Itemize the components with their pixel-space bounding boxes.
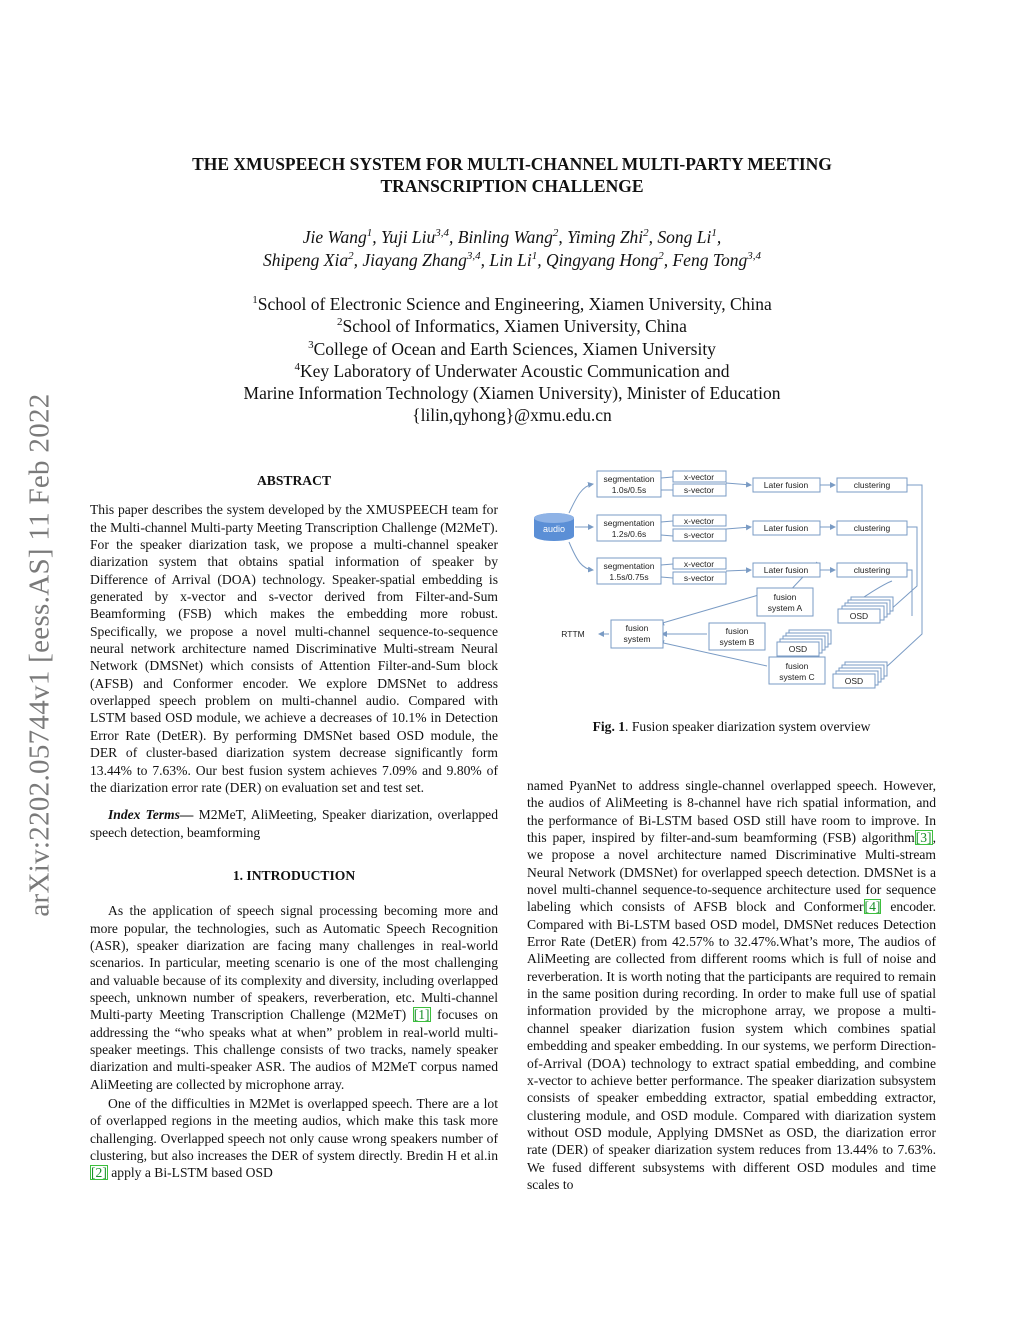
svg-text:clustering: clustering <box>853 480 891 490</box>
svg-text:system C: system C <box>779 672 815 682</box>
svg-text:Later fusion: Later fusion <box>763 480 809 490</box>
intro-paragraph-1: As the application of speech signal processing becoming more and more popular, the technologies, such as Automatic Speech Recognition (ASR), speaker diarization are facing many challenges in real-world scenarios. In particular, meeting scenario is one of the most challenging and valuable because of its complexity and diversity, including overlapped speech, unknown number of speakers, reverberation, etc. Multi-channel Multi-party Meeting Transcription Challenge (M2MeT) [1] focuses on addressing the “who speaks what at when” problem in real-world multi-speaker meetings. This challenge consists of two tracks, namely speaker diarization and multi-speaker ASR. The audios of M2MeT corpus named AliMeeting are collected by microphone array. <box>90 903 498 1092</box>
svg-text:segmentation: segmentation <box>603 561 655 571</box>
author-affiliation-sup: 3,4 <box>747 250 761 263</box>
author-list: Jie Wang$^1$, Yuji Liu$^{3,4}$, Binling Wang$^2$, Yiming Zhi$^2$, Song Li$^1$, Shipeng Xia$^2$, Jiayang Zhang$^{3,4}$, Lin Li$^1$, Qingyang Hong$^2$, Feng Tong$^{3,4}$ <box>263 227 761 270</box>
citation-link[interactable]: [2] <box>91 1165 107 1181</box>
author-affiliation-sup: 2 <box>552 227 559 240</box>
figure-1-diagram <box>527 466 936 706</box>
abstract-heading: ABSTRACT <box>256 473 332 488</box>
intro-paragraph-3: named PyanNet to address single-channel overlapped speech. However, the audios of AliMeeting is 8-channel have rich spatial information, and the performance of Bi-LSTM based OSD still have room to improve. In this paper, inspired by filter-and-sum beamforming (FSB) algorithm[3], we propose a novel architecture named Discriminative Multi-stream Neural Network (DMSNet) for overlapped speech detection. DMSNet is a novel multi-channel sequence-to-sequence architecture used for sequence labeling which consists of AFSB block and Conformer[4] encoder. Compared with Bi-LSTM based OSD model, DMSNet reduces Detection Error Rate (DetER) from 42.57% to 32.47%.What’s more, The audios of AliMeeting are collected from different rooms which is full of noise and reverberation. It is worth noting that the participants are required to remain in the same position during recording. In order to make full use of spatial information provided by the microphone array, we propose a multi-channel speaker diarization fusion system which combines spatial embedding and speaker embedding. In our systems, we perform Direction-of-Arrival (DOA) technology to extract spatial embedding, and combine x-vector to achieve better performance. The speaker diarization subsystem consists of speaker embedding extractor, spatial embedding extractor, clustering module, and OSD module. Compared with diarization system without OSD module, Applying DMSNet as OSD, the diarization error rate (DER) of speaker diarization system reduces from 13.44% to 7.63%. We fused different subsystems with different OSD modules and time scales to <box>527 778 936 1192</box>
svg-text:fusion: fusion <box>625 623 649 633</box>
author-affiliation-sup: 2 <box>348 250 354 263</box>
author-name: Song Li <box>657 227 712 247</box>
author-name: Lin Li <box>489 250 532 270</box>
intro-paragraph-2: One of the difficulties in M2Met is overlapped speech. There are a lot of overlapped regions in the meeting audios, which make this task more challenging. Overlapped speech not only cause wrong speakers number of clustering, but also increases the DER of system directly. Bredin H et al.in [2] apply a Bi-LSTM based OSD <box>90 1096 498 1181</box>
svg-text:OSD: OSD <box>788 644 808 654</box>
svg-text:segmentation: segmentation <box>603 474 655 484</box>
author-name: Qingyang Hong <box>545 250 659 270</box>
svg-text:segmentation: segmentation <box>603 518 655 528</box>
svg-text:x-vector: x-vector <box>683 559 715 569</box>
affiliation-line: $^2$School of Informatics, Xiamen University, China <box>337 316 687 337</box>
svg-text:x-vector: x-vector <box>683 516 715 526</box>
fusion-system-diagram <box>527 466 936 706</box>
affiliation-line: $^3$College of Ocean and Earth Sciences, Xiamen University <box>308 338 716 359</box>
affiliation-line: {lilin,qyhong}@xmu.edu.cn <box>412 405 612 426</box>
svg-text:OSD: OSD <box>849 611 869 621</box>
abstract-section <box>90 472 498 1182</box>
affiliation-line: Marine Information Technology (Xiamen University), Minister of Education <box>243 383 781 404</box>
intro-continued <box>527 777 936 1193</box>
intro-heading: 1. INTRODUCTION <box>232 867 356 883</box>
paper-title: THE XMUSPEECH SYSTEM FOR MULTI-CHANNEL MULTI-PARTY MEETING TRANSCRIPTION CHALLENGE <box>192 154 832 196</box>
svg-text:s-vector: s-vector <box>683 485 715 495</box>
arxiv-identifier: arXiv:2202.05744v1 [eess.AS] 11 Feb 2022 <box>23 393 56 917</box>
author-name: Shipeng Xia <box>263 250 349 270</box>
author-affiliation-sup: 2 <box>658 250 664 263</box>
author-name: Yuji Liu <box>380 227 436 247</box>
author-name: Jie Wang <box>302 227 367 247</box>
svg-text:fusion: fusion <box>725 626 749 636</box>
svg-text:1.2s/0.6s: 1.2s/0.6s <box>611 529 647 539</box>
svg-text:1.0s/0.5s: 1.0s/0.5s <box>611 485 647 495</box>
author-affiliation-sup: 1 <box>366 227 373 240</box>
svg-text:system B: system B <box>719 637 755 647</box>
author-affiliation-sup: 3,4 <box>435 227 450 240</box>
author-name: Binling Wang <box>457 227 553 247</box>
citation-link[interactable]: [4] <box>864 899 881 915</box>
svg-text:Later fusion: Later fusion <box>763 565 809 575</box>
author-name: Feng Tong <box>672 250 748 270</box>
author-affiliation-sup: 2 <box>643 227 649 240</box>
author-affiliation-sup: 1 <box>531 250 538 263</box>
svg-text:clustering: clustering <box>853 565 891 575</box>
svg-text:x-vector: x-vector <box>683 472 715 482</box>
svg-text:fusion: fusion <box>785 661 809 671</box>
svg-text:clustering: clustering <box>853 523 891 533</box>
author-name: Yiming Zhi <box>567 227 644 247</box>
figure-1-caption: Fig. 1. Fusion speaker diarization system overview <box>592 719 871 734</box>
author-name: Jiayang Zhang <box>362 250 467 270</box>
author-affiliation-sup: 3,4 <box>466 250 481 263</box>
svg-text:system A: system A <box>767 603 803 613</box>
svg-text:system: system <box>623 634 651 644</box>
svg-text:s-vector: s-vector <box>683 573 715 583</box>
svg-text:audio: audio <box>542 524 566 534</box>
affiliations <box>100 293 924 427</box>
svg-text:RTTM: RTTM <box>561 629 585 639</box>
affiliation-line: $^1$School of Electronic Science and Engineering, Xiamen University, China <box>252 294 772 314</box>
author-affiliation-sup: 1 <box>711 227 717 240</box>
svg-text:Later fusion: Later fusion <box>763 523 809 533</box>
svg-text:s-vector: s-vector <box>683 530 715 540</box>
abstract-body: This paper describes the system developed by the XMUSPEECH team for the Multi-channel Multi-party Meeting Transcription Challenge (M2MeT). For the speaker diarization task, we propose a multi-channel speaker diarization system that obtains spatial information of speaker by Difference of Arrival (DOA) technology. Speaker-spatial embedding is generated by x-vector and s-vector derived from Filter-and-Sum Beamforming (FSB) which makes the embedding more robust. Specifically, we propose a novel multi-channel sequence-to-sequence neural network architecture named Discriminative Multi-stream Neural Network (DMSNet) which consists of Attention Filter-and-Sum block (AFSB) and Conformer encoder. We explore DMSNet to address overlapped speech problem on multi-channel audio. Compared with LSTM based OSD module, we achieve a decreases of 10.1% in Detection Error Rate (DetER). By performing DMSNet based OSD module, the DER of cluster-based diarization system decrease significantly form 13.44% to 7.63%. Our best fusion system achieves 7.09% and 9.80% of the diarization error rate (DER) on evaluation set and test set. <box>90 502 498 795</box>
svg-text:OSD: OSD <box>844 676 864 686</box>
audio-node <box>534 513 574 541</box>
citation-link[interactable]: [1] <box>413 1007 430 1023</box>
svg-text:fusion: fusion <box>773 592 797 602</box>
index-terms: Index Terms— M2MeT, AliMeeting, Speaker diarization, overlapped speech detection, beamforming <box>90 807 499 840</box>
arxiv-sidebar <box>10 345 70 965</box>
svg-text:1.5s/0.75s: 1.5s/0.75s <box>609 572 649 582</box>
citation-link[interactable]: [3] <box>915 830 932 846</box>
affiliation-line: $^4$Key Laboratory of Underwater Acoustic Communication and <box>294 360 730 381</box>
